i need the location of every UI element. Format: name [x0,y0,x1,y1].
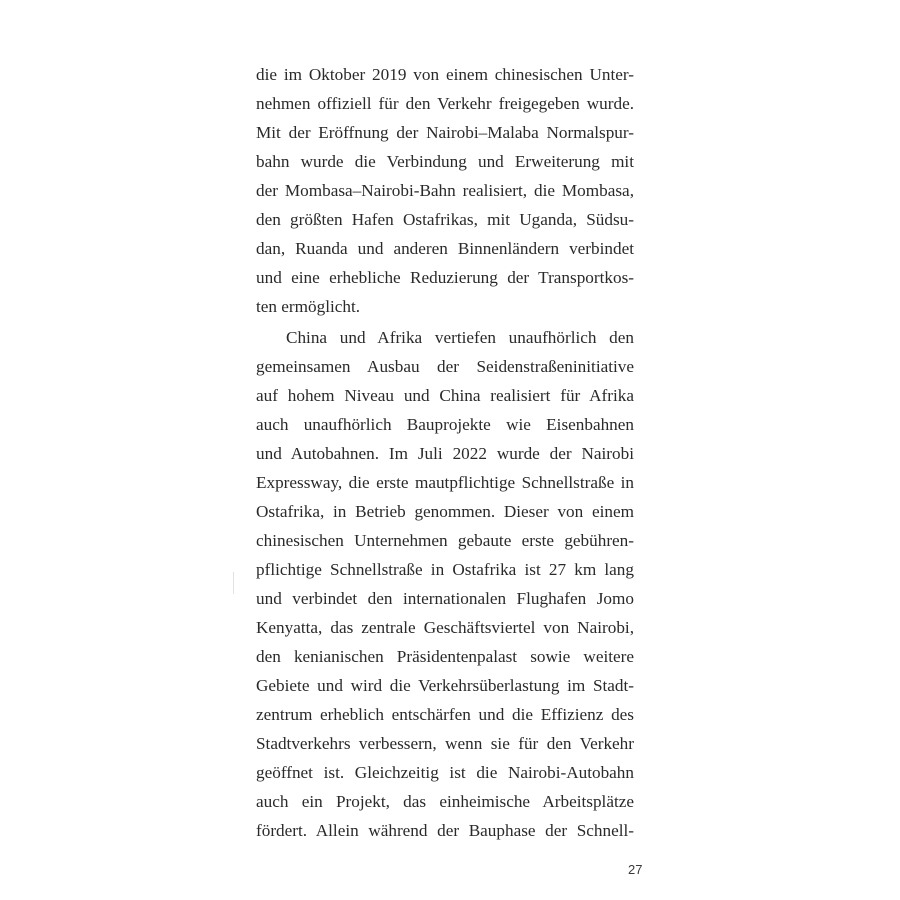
text-line: Kenyatta, das zentrale Geschäftsviertel von Nairobi, [256,618,634,637]
text-line: geöffnet ist. Gleichzeitig ist die Nairobi-Autobahn [256,763,634,782]
text-line: und eine erhebliche Reduzierung der Transportkos- [256,268,634,287]
text-line: und Autobahnen. Im Juli 2022 wurde der Nairobi [256,444,634,463]
text-line: die im Oktober 2019 von einem chinesischen Unter- [256,65,634,84]
text-line: der Mombasa–Nairobi-Bahn realisiert, die Mombasa, [256,181,634,200]
text-line: chinesischen Unternehmen gebaute erste gebühren- [256,531,634,550]
text-line: Ostafrika, in Betrieb genommen. Dieser von einem [256,502,634,521]
text-line: Expressway, die erste mautpflichtige Schnellstraße in [256,473,634,492]
text-line: Mit der Eröffnung der Nairobi–Malaba Normalspur- [256,123,634,142]
text-line: Gebiete und wird die Verkehrsüberlastung im Stadt- [256,676,634,695]
text-line: nehmen offiziell für den Verkehr freigegeben wurde. [256,94,634,113]
text-line: bahn wurde die Verbindung und Erweiterung mit [256,152,634,171]
page-number: 27 [628,862,643,877]
text-line: pflichtige Schnellstraße in Ostafrika ist 27 km lang [256,560,634,579]
text-line: auf hohem Niveau und China realisiert für Afrika [256,386,634,405]
text-line: Stadtverkehrs verbessern, wenn sie für den Verkehr [256,734,634,753]
page-edge-mark [233,572,234,594]
text-line: auch ein Projekt, das einheimische Arbeitsplätze [256,792,634,811]
text-line: China und Afrika vertiefen unaufhörlich den [286,328,634,347]
text-line: fördert. Allein während der Bauphase der Schnell- [256,821,634,840]
text-line: gemeinsamen Ausbau der Seidenstraßeninitiative [256,357,634,376]
text-line: auch unaufhörlich Bauprojekte wie Eisenbahnen [256,415,634,434]
paragraph-2 [256,323,634,845]
paragraph-1 [256,60,634,321]
text-line: den kenianischen Präsidentenpalast sowie weitere [256,647,634,666]
body-text [256,60,634,845]
text-line: und verbindet den internationalen Flughafen Jomo [256,589,634,608]
text-line: den größten Hafen Ostafrikas, mit Uganda, Südsu- [256,210,634,229]
text-line: dan, Ruanda und anderen Binnenländern verbindet [256,239,634,258]
text-line: ten ermöglicht. [256,297,361,316]
text-line: zentrum erheblich entschärfen und die Effizienz des [256,705,634,724]
